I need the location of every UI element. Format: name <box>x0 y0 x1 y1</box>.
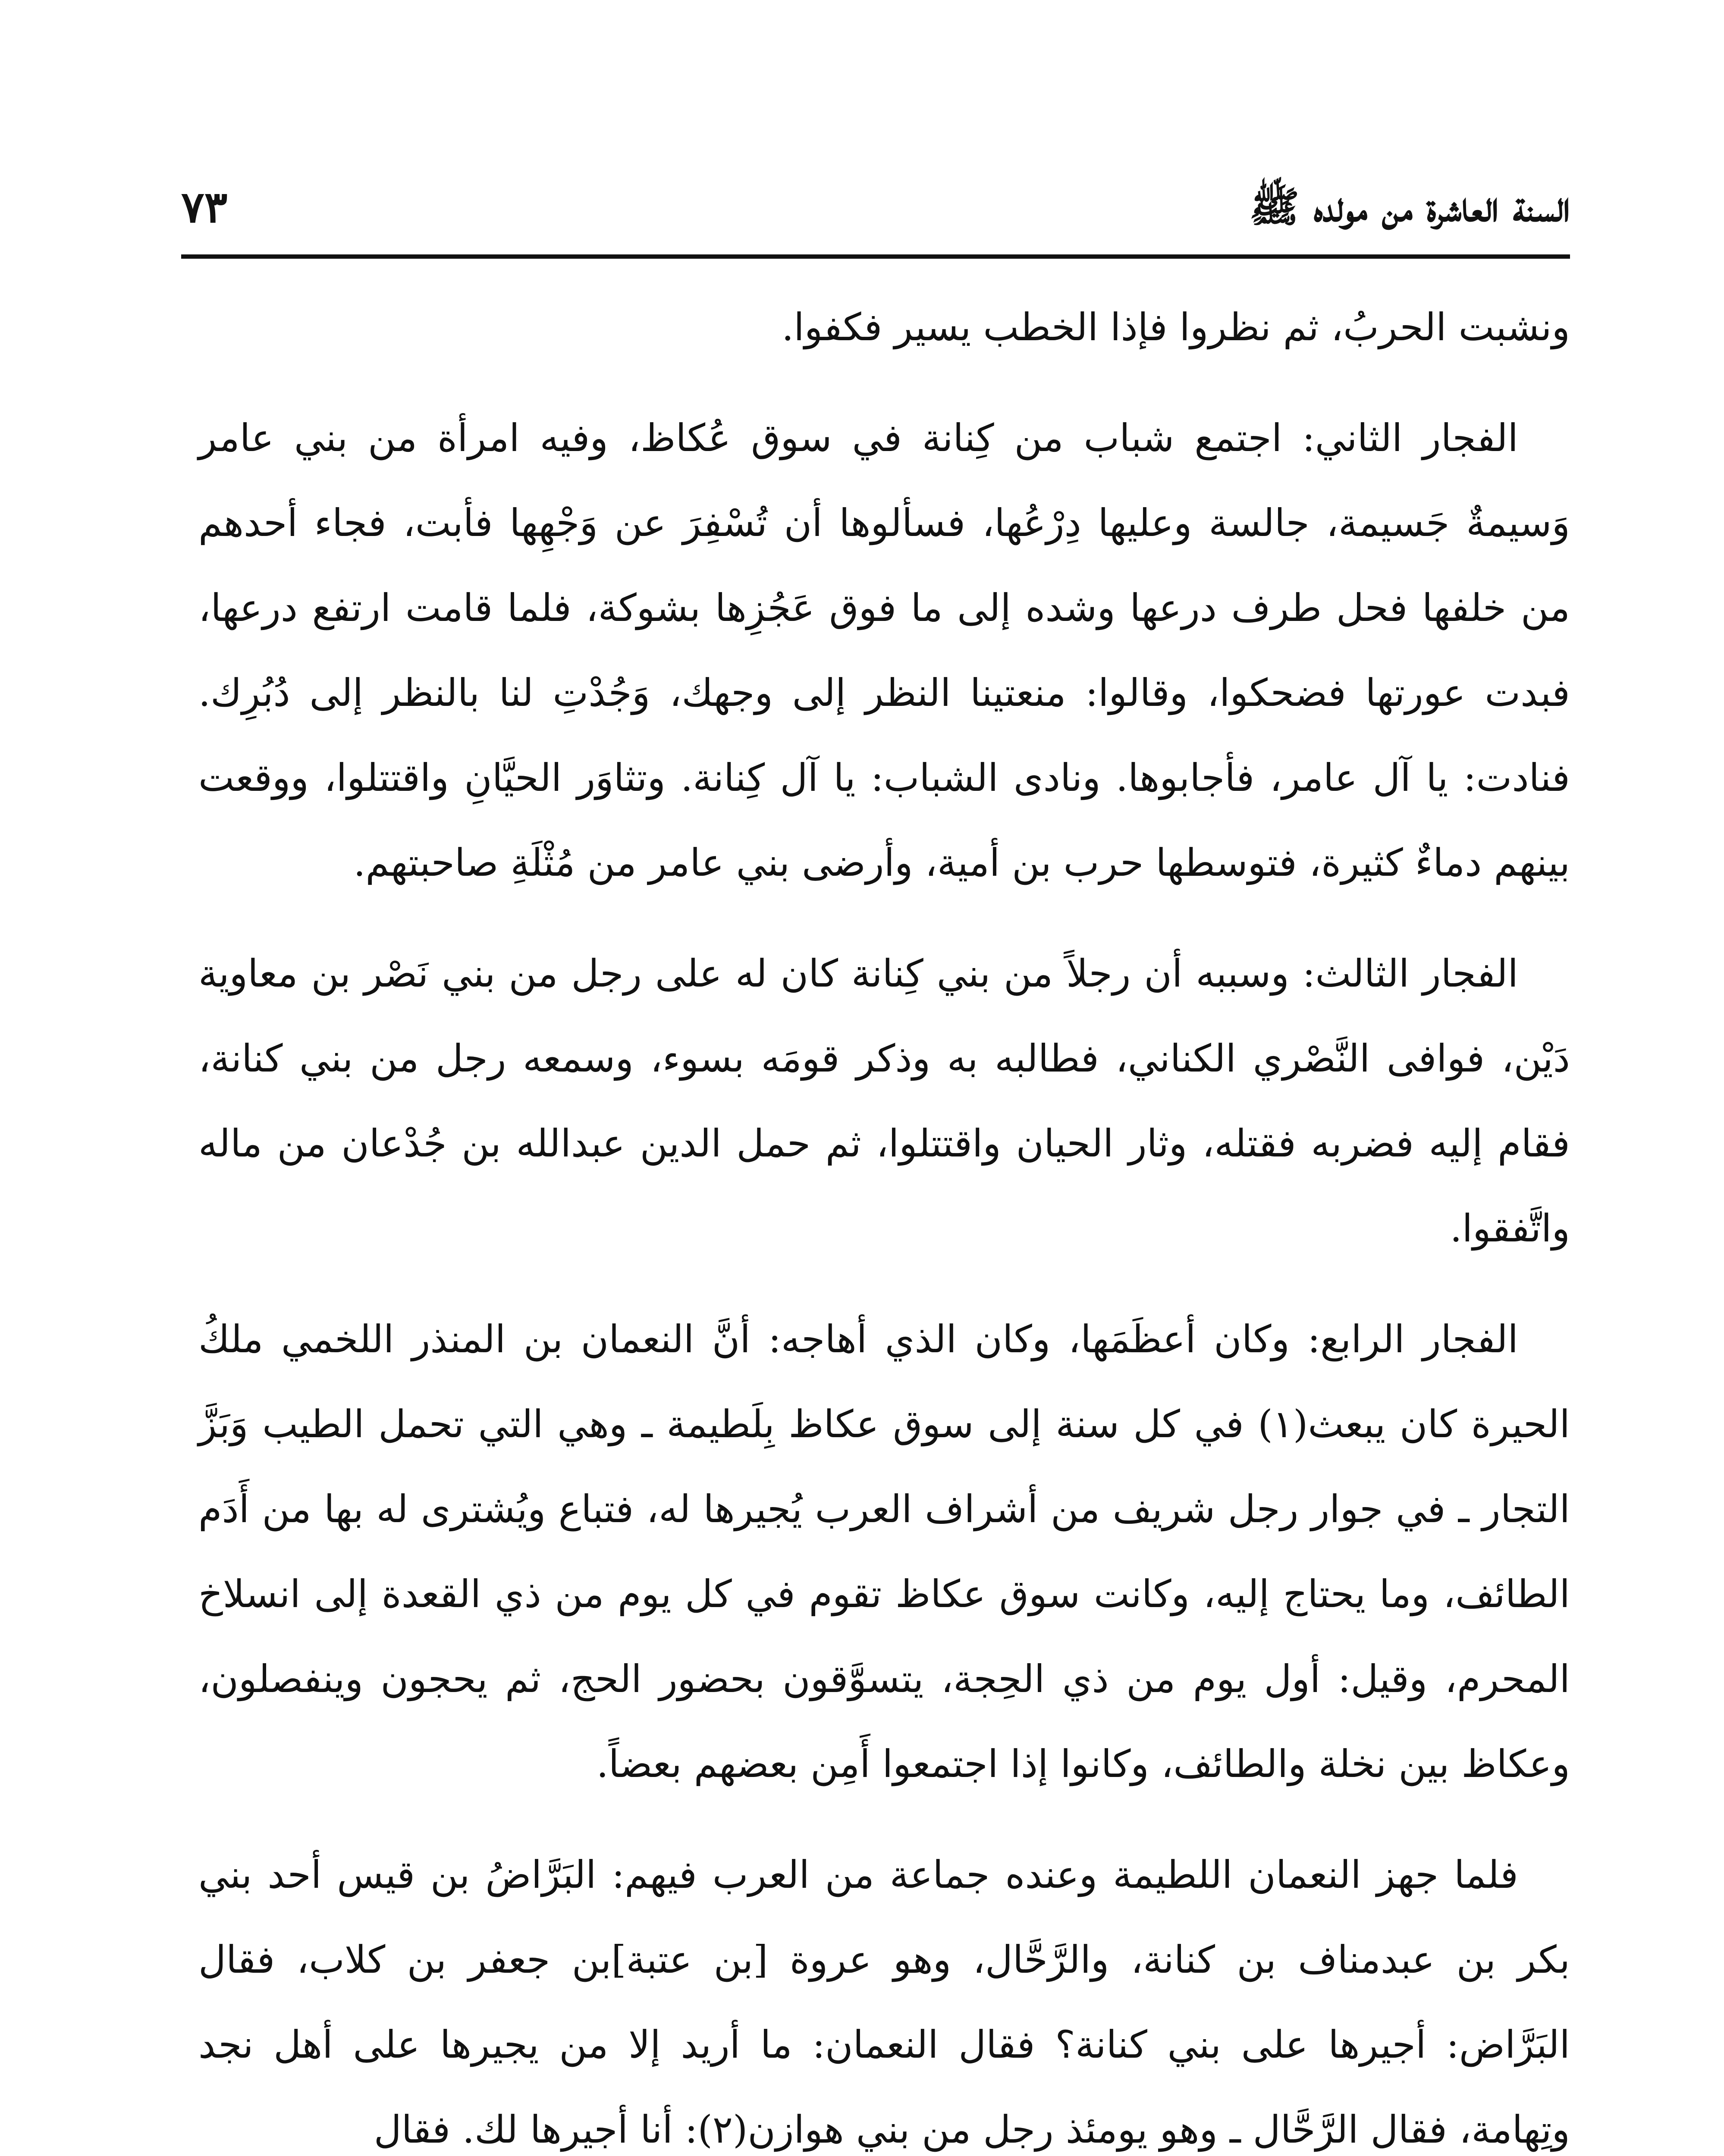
paragraph-third-fijar: الفجار الثالث: وسببه أن رجلاً من بني كِنانة كان له على رجل من بني نَصْر بن معاوية دَيْن، فوافى النَّصْري الكناني، فطالبه به وذكر قومَه بسوء، وسمعه رجل من بني كنانة، فقام إليه فضربه فقتله، وثار الحيان واقتتلوا، ثم حمل الدين عبدالله بن جُدْعان من ماله واتَّفقوا. <box>198 951 1570 1250</box>
main-text <box>198 285 1570 2156</box>
paragraph-second-fijar: الفجار الثاني: اجتمع شباب من كِنانة في سوق عُكاظ، وفيه امرأة من بني عامر وَسيمةٌ جَسيمة، جالسة وعليها دِرْعُها، فسألوها أن تُسْفِرَ عن وَجْهِها فأبت، فجاء أحدهم من خلفها فحل طرف درعها وشده إلى ما فوق عَجُزِها بشوكة، فلما قامت ارتفع درعها، فبدت عورتها فضحكوا، وقالوا: منعتينا النظر إلى وجهك، وَجُدْتِ لنا بالنظر إلى دُبُرِك. فنادت: يا آل عامر، فأجابوها. ونادى الشباب: يا آل كِنانة. وتثاوَر الحيَّانِ واقتتلوا، ووقعت بينهم دماءٌ كثيرة، فتوسطها حرب بن أمية، وأرضى بني عامر من مُثْلَةِ صاحبتهم. <box>198 416 1570 885</box>
paragraph-latima: فلما جهز النعمان اللطيمة وعنده جماعة من العرب فيهم: البَرَّاضُ بن قيس أحد بني بكر بن عبدمناف بن كنانة، والرَّحَّال، وهو عروة [بن عتبة]بن جعفر بن كلاب، فقال البَرَّاض: أجيرها على بني كنانة؟ فقال النعمان: ما أريد إلا من يجيرها على أهل نجد وتِهامة، فقال الرَّحَّال ـ وهو يومئذ رجل من بني هوازن(٢): أنا أجيرها لك. فقال <box>198 1852 1570 2152</box>
paragraph-continuation: ونشبت الحربُ، ثم نظروا فإذا الخطب يسير فكفوا. <box>782 305 1570 349</box>
paragraph-fourth-fijar: الفجار الرابع: وكان أعظَمَها، وكان الذي أهاجه: أنَّ النعمان بن المنذر اللخمي ملكُ الحيرة كان يبعث(١) في كل سنة إلى سوق عكاظ بِلَطيمة ـ وهي التي تحمل الطيب وَبَزَّ التجار ـ في جوار رجل شريف من أشراف العرب يُجيرها له، فتباع ويُشترى له بها من أَدَم الطائف، وما يحتاج إليه، وكانت سوق عكاظ تقوم في كل يوم من ذي القعدة إلى انسلاخ المحرم، وقيل: أول يوم من ذي الحِجة، يتسوَّقون بحضور الحج، ثم يحجون وينفصلون، وعكاظ بين نخلة والطائف، وكانوا إذا اجتمعوا أَمِن بعضهم بعضاً. <box>198 1317 1570 1786</box>
header-title: السنة العاشرة من مولده ﷺ <box>1249 182 1570 231</box>
header-divider <box>181 254 1570 259</box>
running-header <box>181 164 1570 250</box>
page-number: ٧٣ <box>181 182 228 232</box>
